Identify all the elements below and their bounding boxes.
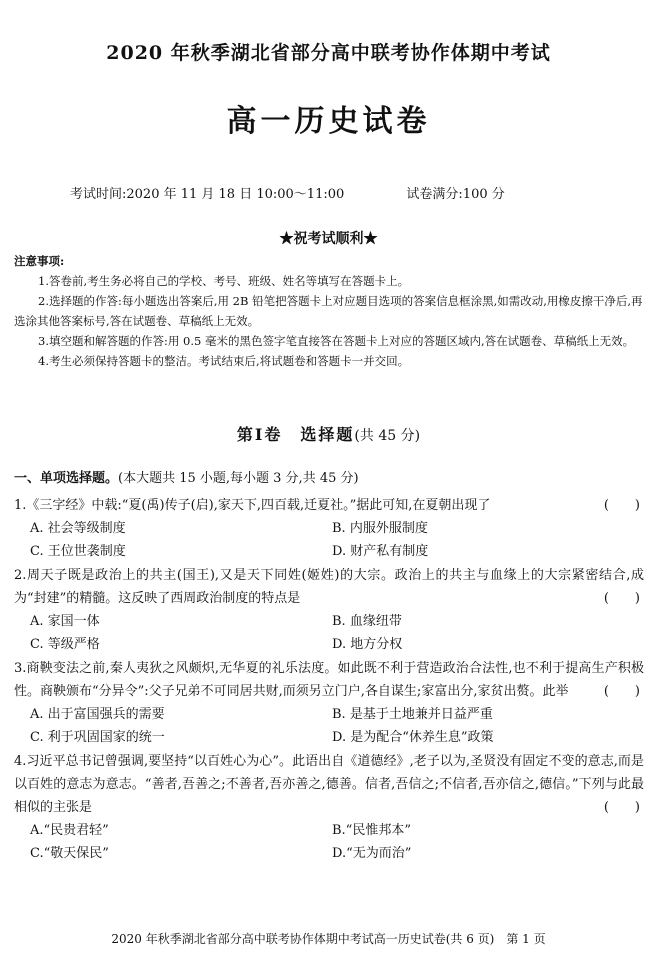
question-text (14, 657, 644, 703)
question-3 (14, 657, 644, 749)
notice-heading: 注意事项: (14, 254, 65, 268)
answer-bracket: ( ) (603, 498, 640, 513)
section-title (0, 422, 657, 445)
part-heading-desc: (本大题共 15 小题,每小题 3 分,共 45 分) (118, 471, 359, 486)
questions-block (14, 468, 644, 866)
question-text (14, 750, 644, 819)
question-stem: 2.周天子既是政治上的共主(国王),又是天下同姓(姬姓)的大宗。政治上的共主与血缘上的大宗紧密结合,成为“封建”的精髓。这反映了西周政治制度的特点是 (14, 568, 644, 606)
exam-title: 2020 年秋季湖北省部分高中联考协作体期中考试 (106, 42, 551, 64)
option-d: D. 财产私有制度 (332, 544, 429, 559)
answer-bracket: ( ) (603, 800, 640, 815)
option-c: C.“敬天保民” (30, 846, 109, 861)
exam-time: 考试时间:2020 年 11 月 18 日 10:00～11:00 (70, 187, 345, 202)
question-1 (14, 494, 644, 563)
answer-bracket: ( ) (603, 591, 640, 606)
options-grid (14, 819, 644, 865)
subject-title: 高一历史试卷 (226, 104, 431, 139)
option-b: B.“民惟邦本” (332, 823, 411, 838)
option-b: B. 内服外服制度 (332, 521, 428, 536)
option-d: D. 是为配合“休养生息”政策 (332, 730, 494, 745)
notice-item: 3.填空题和解答题的作答:用 0.5 毫米的黑色签字笔直接答在答题卡上对应的答题区域内,答在试题卷、草稿纸上无效。 (38, 334, 635, 348)
option-d: D.“无为而治” (332, 846, 412, 861)
options-grid (14, 610, 644, 656)
question-4 (14, 750, 644, 865)
option-a: A. 社会等级制度 (30, 521, 126, 536)
section-title-suffix: (共 45 分) (354, 428, 421, 444)
question-2 (14, 564, 644, 656)
question-text (14, 494, 644, 517)
question-stem: 3.商鞅变法之前,秦人夷狄之风颇炽,无华夏的礼乐法度。如此既不利于营造政治合法性,也不利于提高生产积极性。商鞅颁布“分异令”:父子兄弟不可同居共财,而须另立门户,各自谋生;家富出分,家贫出赘。此举 (14, 661, 644, 699)
notice-item: 1.答卷前,考生务必将自己的学校、考号、班级、姓名等填写在答题卡上。 (38, 274, 410, 288)
page-footer: 2020 年秋季湖北省部分高中联考协作体期中考试高一历史试卷(共 6 页) 第 1 页 (111, 932, 546, 946)
question-stem: 4.习近平总书记曾强调,要坚持“以百姓心为心”。此语出自《道德经》,老子以为,圣贤没有固定不变的意志,而是以百姓的意志为意志。“善者,吾善之;不善者,吾亦善之,德善。信者,吾信之;不信者,吾亦信之,德信。”下列与此最相似的主张是 (14, 754, 644, 815)
part-heading-label: 一、单项选择题。 (14, 471, 119, 486)
notice-item: 4.考生必须保持答题卡的整洁。考试结束后,将试题卷和答题卡一并交回。 (38, 354, 410, 368)
option-c: C. 等级严格 (30, 637, 100, 652)
option-c: C. 王位世袭制度 (30, 544, 126, 559)
section-title-main: 第Ⅰ卷 选择题 (236, 425, 355, 444)
option-a: A. 出于富国强兵的需要 (30, 707, 165, 722)
notice-item: 2.选择题的作答:每小题选出答案后,用 2B 铅笔把答题卡上对应题目选项的答案信息框涂黑,如需改动,用橡皮擦干净后,再选涂其他答案标号,答在试题卷、草稿纸上无效。 (14, 294, 643, 328)
notice-block (14, 251, 644, 371)
options-grid (14, 703, 644, 749)
option-b: B. 是基于土地兼并日益严重 (332, 707, 493, 722)
question-text (14, 564, 644, 610)
blessing-text: ★祝考试顺利★ (279, 231, 378, 247)
exam-info (70, 183, 505, 202)
option-d: D. 地方分权 (332, 637, 403, 652)
options-grid (14, 517, 644, 563)
option-a: A.“民贵君轻” (30, 823, 109, 838)
option-a: A. 家国一体 (30, 614, 100, 629)
option-b: B. 血缘纽带 (332, 614, 402, 629)
part-heading (14, 468, 644, 490)
answer-bracket: ( ) (603, 684, 640, 699)
full-score: 试卷满分:100 分 (406, 187, 505, 202)
question-stem: 1.《三字经》中载:“夏(禹)传子(启),家天下,四百载,迁夏社。”据此可知,在夏朝出现了 (14, 498, 491, 513)
option-c: C. 利于巩固国家的统一 (30, 730, 165, 745)
